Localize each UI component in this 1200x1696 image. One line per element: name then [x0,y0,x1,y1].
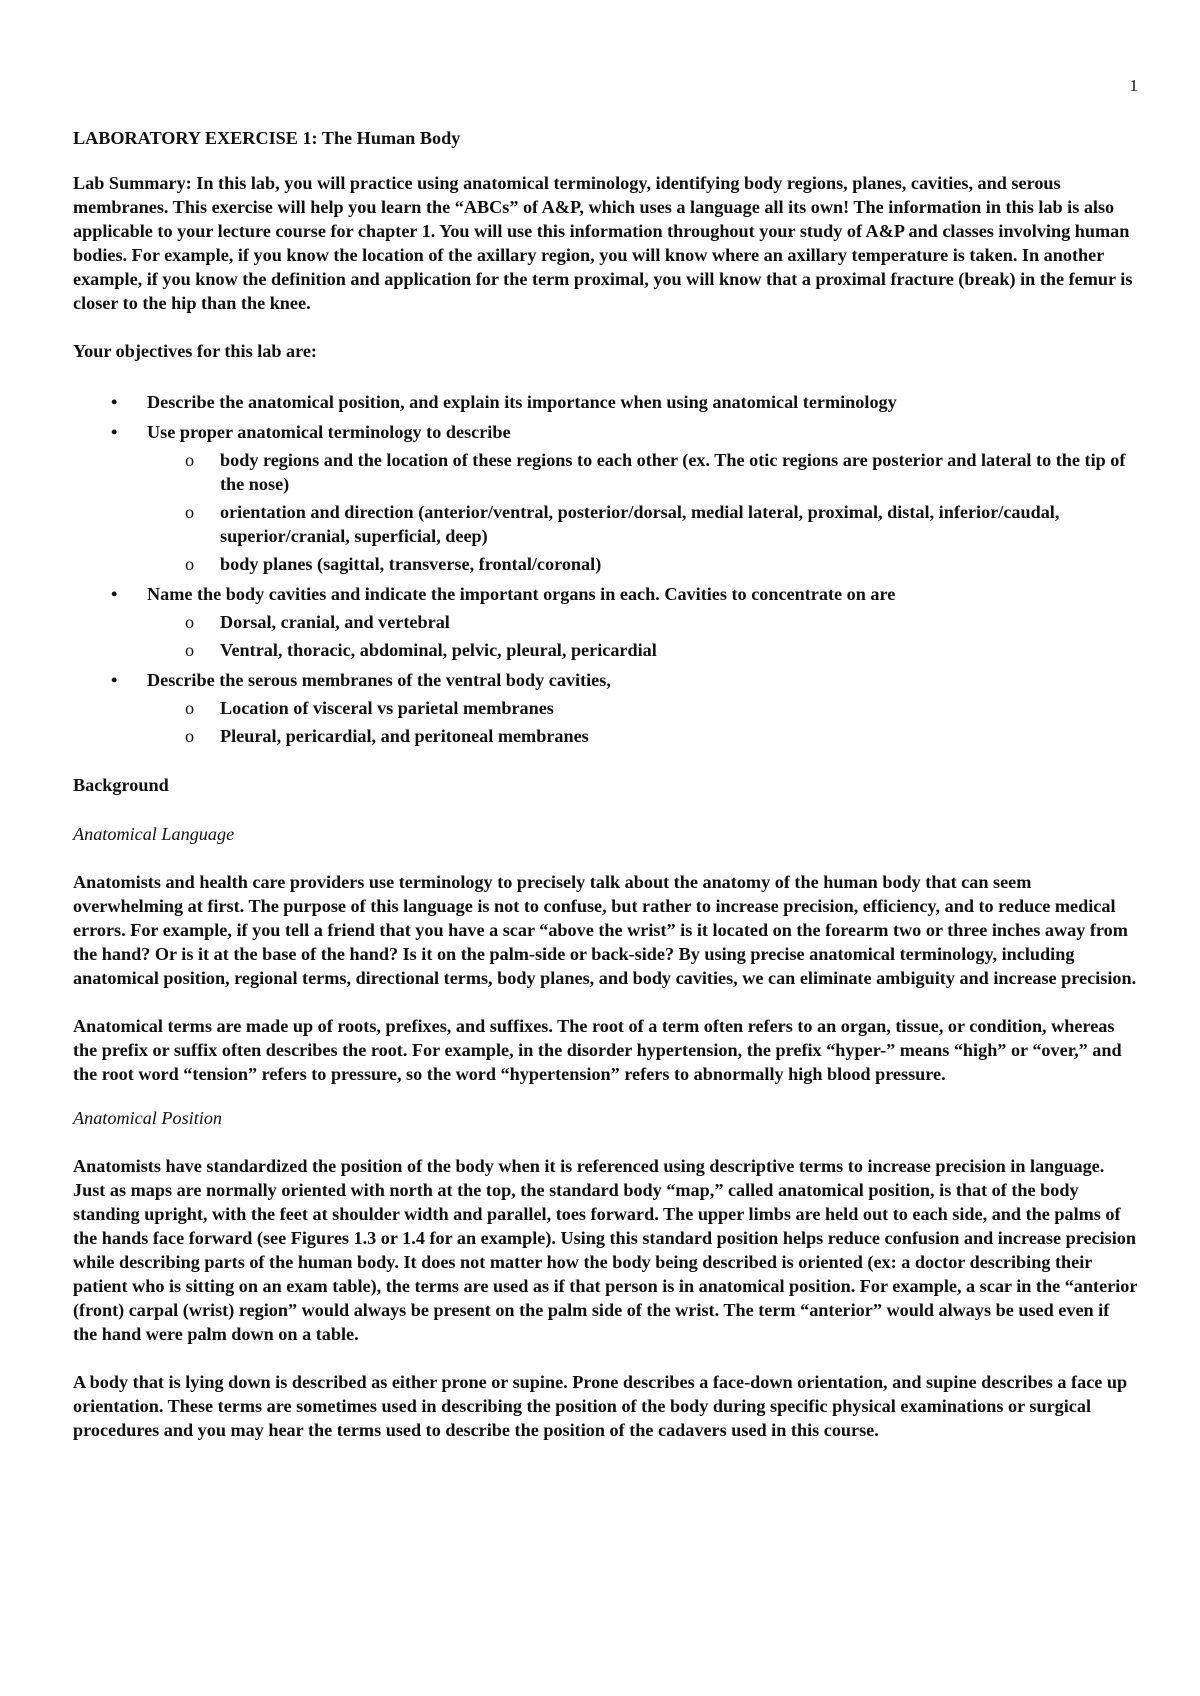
anatomical-position-heading: Anatomical Position [73,1108,223,1128]
page-number: 1 [1129,76,1138,95]
sub-objective-text: Ventral, thoracic, abdominal, pelvic, pleural, pericardial [220,640,657,660]
sub-bullet-icon: o [185,726,195,746]
sub-bullet-icon: o [185,554,195,574]
document-body [73,126,1138,1466]
lab-summary-text: In this lab, you will practice using anatomical terminology, identifying body regions, planes, cavities, and serous membranes. This exercise will help you learn the “ABCs” of A&P, which uses a language all its own! The information in this lab is also applicable to your lecture course for chapter 1. You will use this information throughout your study of A&P and classes involving human bodies. For example, if you know the location of the axillary region, you will know where an axillary temperature is taken. In another example, if you know the definition and application for the term proximal, you will know that a proximal fracture (break) in the femur is closer to the hip than the knee. [73,173,1133,313]
sub-bullet-icon: o [185,450,195,470]
objective-item [73,582,1138,662]
sub-objective-item [147,500,1138,548]
objective-item [73,390,1138,414]
sub-objective-item [147,696,1138,720]
anatomical-language-paragraph: Anatomical terms are made up of roots, prefixes, and suffixes. The root of a term often refers to an organ, tissue, or condition, whereas the prefix or suffix often describes the root. For example, in the disorder hypertension, the prefix “hyper-” means “high” or “over,” and the root word “tension” refers to pressure, so the word “hypertension” refers to abnormally high blood pressure. [73,1016,1122,1084]
sub-bullet-icon: o [185,612,195,632]
objective-text: Describe the anatomical position, and explain its importance when using anatomical terminology [147,392,897,412]
objective-sub-list [147,610,1138,662]
bullet-icon: • [111,422,118,442]
objective-item [73,420,1138,576]
sub-bullet-icon: o [185,502,195,522]
sub-objective-item [147,552,1138,576]
anatomical-position-paragraph: A body that is lying down is described as either prone or supine. Prone describes a face-down orientation, and supine describes a face up orientation. These terms are sometimes used in describing the position of the body during specific physical examinations or surgical procedures and you may hear the terms used to describe the position of the cadavers used in this course. [73,1372,1128,1440]
objective-sub-list [147,696,1138,748]
document-title: LABORATORY EXERCISE 1: The Human Body [73,128,461,148]
objective-text: Name the body cavities and indicate the important organs in each. Cavities to concentrate on are [147,584,896,604]
anatomical-language-paragraph: Anatomists and health care providers use terminology to precisely talk about the anatomy of the human body that can seem overwhelming at first. The purpose of this language is not to confuse, but rather to increase precision, efficiency, and to reduce medical errors. For example, if you tell a friend that you have a scar “above the wrist” is it located on the forearm two or three inches away from the hand? Or is it at the base of the hand? Is it on the palm-side or back-side? By using precise anatomical terminology, including anatomical position, regional terms, directional terms, body planes, and body cavities, we can eliminate ambiguity and increase precision. [73,872,1137,988]
objectives-list [73,390,1138,748]
background-heading: Background [73,775,169,795]
sub-objective-text: Dorsal, cranial, and vertebral [220,612,450,632]
objective-sub-list [147,448,1138,576]
sub-objective-text: Location of visceral vs parietal membranes [220,698,554,718]
sub-objective-text: body regions and the location of these regions to each other (ex. The otic regions are posterior and lateral to the tip of the nose) [220,450,1126,494]
lab-summary-label: Lab Summary: [73,173,192,193]
sub-objective-item [147,610,1138,634]
anatomical-position-paragraph: Anatomists have standardized the position of the body when it is referenced using descriptive terms to increase precision in language. Just as maps are normally oriented with north at the top, the standard body “map,” called anatomical position, is that of the body standing upright, with the feet at shoulder width and parallel, toes forward. The upper limbs are held out to each side, and the palms of the hands face forward (see Figures 1.3 or 1.4 for an example). Using this standard position helps reduce confusion and increase precision while describing parts of the human body. It does not matter how the body being described is oriented (ex: a doctor describing their patient who is sitting on an exam table), the terms are used as if that person is in anatomical position. For example, a scar in the “anterior (front) carpal (wrist) region” would always be present on the palm side of the wrist. The term “anterior” would always be used even if the hand were palm down on a table. [73,1156,1138,1344]
bullet-icon: • [111,670,118,690]
sub-objective-text: Pleural, pericardial, and peritoneal membranes [220,726,589,746]
bullet-icon: • [111,584,118,604]
sub-objective-text: orientation and direction (anterior/ventral, posterior/dorsal, medial lateral, proximal, distal, inferior/caudal, superior/cranial, superficial, deep) [220,502,1060,546]
bullet-icon: • [111,392,118,412]
sub-objective-item [147,448,1138,496]
objective-text: Describe the serous membranes of the ventral body cavities, [147,670,611,690]
sub-objective-item [147,638,1138,662]
sub-objective-text: body planes (sagittal, transverse, frontal/coronal) [220,554,602,574]
sub-objective-item [147,724,1138,748]
lab-summary [73,171,1138,315]
objective-item [73,668,1138,748]
sub-bullet-icon: o [185,698,195,718]
objectives-heading: Your objectives for this lab are: [73,341,317,361]
sub-bullet-icon: o [185,640,195,660]
objective-text: Use proper anatomical terminology to describe [147,422,511,442]
anatomical-language-heading: Anatomical Language [73,824,235,844]
